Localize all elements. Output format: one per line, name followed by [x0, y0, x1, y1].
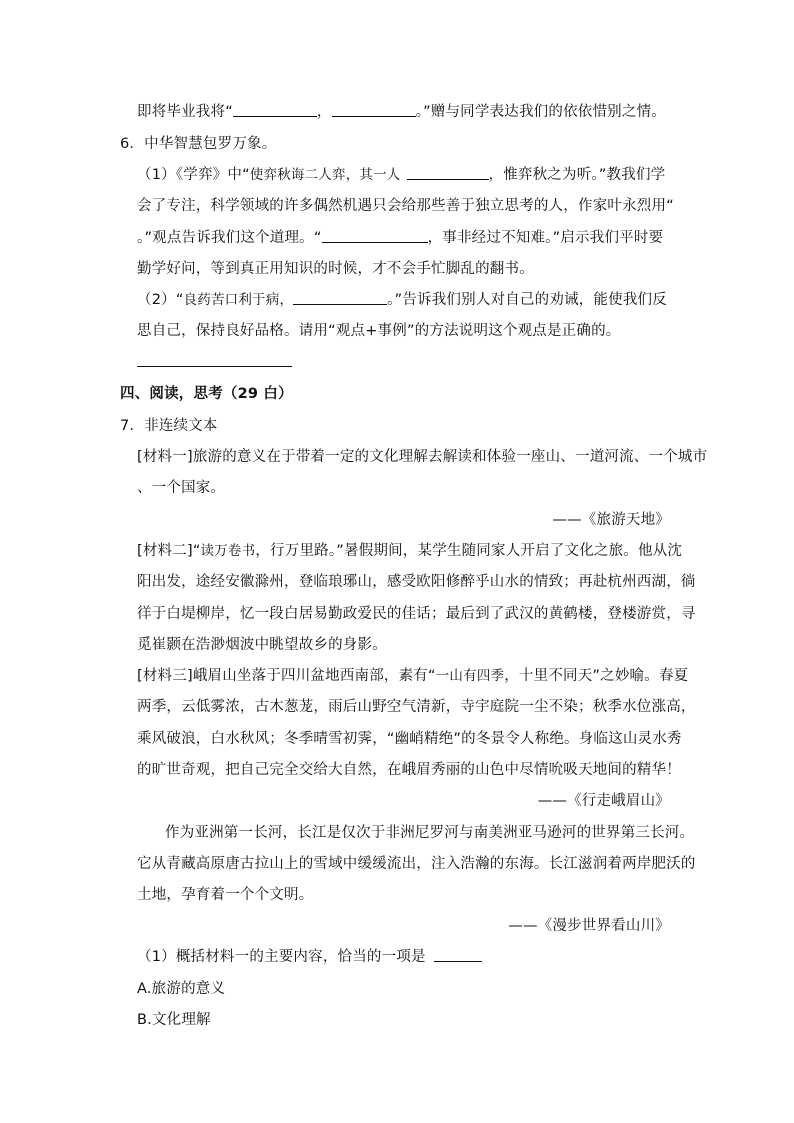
- q6-sub2-line2: 思自己，保持良好品格。请用“观点+事例”的方法说明这个观点是正确的。: [137, 323, 621, 339]
- q6-sub1-line4: 勤学好问，等到真正用知识的时候，才不会手忙脚乱的翻书。: [137, 261, 534, 277]
- section-heading: 四、阅读，思考（29 白）: [120, 386, 293, 402]
- answer-blank[interactable]: [233, 102, 317, 117]
- material-2-line4: 觅崔颢在浩渺烟波中眺望故乡的身影。: [137, 637, 387, 653]
- q6-sub1-line3: [137, 228, 663, 248]
- answer-blank[interactable]: [434, 947, 482, 962]
- q6-sub1-line2: 会了专注，科学领域的许多偶然机遇只会给那些善于独立思考的人，作家叶永烈用“: [137, 198, 674, 214]
- text: 即将毕业我将“: [137, 104, 233, 120]
- text: ，十里不同天”之妙喻。春夏: [504, 668, 689, 684]
- quote-text: 使弈秋诲二人弈，其一人: [249, 167, 401, 183]
- quote-text: 良药苦口利于病，: [183, 292, 294, 308]
- quote-text: 一山有四季: [435, 668, 505, 684]
- answer-blank[interactable]: [332, 102, 416, 117]
- material-1-source: ——《旅游天地》: [552, 512, 670, 528]
- fill-in-line: [137, 102, 666, 122]
- text: （1）《学弈》中“: [137, 167, 250, 183]
- material-3-source: ——《行走峨眉山》: [537, 793, 670, 809]
- q6-sub1-line1: [137, 165, 665, 185]
- material-4-line2: 它从青藏高原唐古拉山上的雪域中缓缓流出，注入浩瀚的东海。长江滋润着两岸肥沃的: [137, 856, 696, 872]
- material-2-line3: 徉于白堤柳岸，忆一段白居易勤政爱民的佳话；最后到了武汉的黄鹤楼，登楼游赏，寻: [137, 606, 696, 622]
- text: 。”赠与同学表达我们的依依惜别之情。: [415, 104, 666, 120]
- question-7-title: 7．非连续文本: [120, 418, 218, 434]
- option-b[interactable]: B.文化理解: [137, 1012, 211, 1028]
- text: ，事非经过不知难。”启示我们平时要: [427, 230, 664, 246]
- text: （1）概括材料一的主要内容，恰当的一项是: [137, 949, 426, 965]
- answer-blank[interactable]: [322, 228, 428, 243]
- option-a[interactable]: A.旅游的意义: [137, 981, 226, 997]
- material-4-line1: 作为亚洲第一长河，长江是仅次于非洲尼罗河与南美洲亚马逊河的世界第三长河。: [165, 825, 695, 841]
- text: ，: [316, 104, 332, 120]
- text: [材料三]峨眉山坐落于四川盆地西南部，素有“: [137, 668, 436, 684]
- text: ，行万里路。”暑假期间，某学生随同家人开启了文化之旅。他从沈: [255, 543, 683, 559]
- material-2-line1: [137, 541, 682, 561]
- text: ，惟弈秋之为听。”教我们学: [488, 167, 666, 183]
- material-3-line3: 乘风破浪，白水秋风；冬季晴雪初霁，“幽峭精绝”的冬景令人称绝。身临这山灵水秀: [137, 731, 682, 747]
- question-6-title: 6．中华智慧包罗万象。: [120, 136, 277, 152]
- material-2-line2: 阳出发，途经安徽滁州，登临琅琊山，感受欧阳修醉乎山水的情致；再赴杭州西湖，徜: [137, 574, 696, 590]
- material-3-line2: 两季，云低雾浓，古木葱茏，雨后山野空气清新，寺宇庭院一尘不染；秋季水位涨高，: [137, 699, 696, 715]
- material-4-source: ——《漫步世界看山川》: [508, 918, 670, 934]
- material-3-line4: 的旷世奇观，把自己完全交给大自然，在峨眉秀丽的山色中尽情吮吸天地间的精华！: [137, 762, 681, 778]
- material-3-line1: [137, 666, 688, 686]
- material-1-line2: 、一个国家。: [137, 480, 226, 496]
- text: （2）“: [137, 292, 184, 308]
- answer-blank[interactable]: [293, 290, 387, 305]
- quote-text: 读万卷书: [200, 543, 256, 559]
- text: 。”告诉我们别人对自己的劝诫，能使我们反: [387, 292, 667, 308]
- text: 。”观点告诉我们这个道理。“: [137, 230, 322, 246]
- answer-blank[interactable]: [407, 165, 489, 180]
- material-4-line3: 土地，孕育着一个个文明。: [137, 887, 314, 903]
- q6-sub2-line1: [137, 290, 667, 310]
- answer-line[interactable]: [137, 366, 292, 367]
- q7-sub1-question: [137, 947, 482, 967]
- text: [材料二]“: [137, 543, 201, 559]
- material-1-line1: [材料一]旅游的意义在于带着一定的文化理解去解读和体验一座山、一道河流、一个城市: [137, 449, 708, 465]
